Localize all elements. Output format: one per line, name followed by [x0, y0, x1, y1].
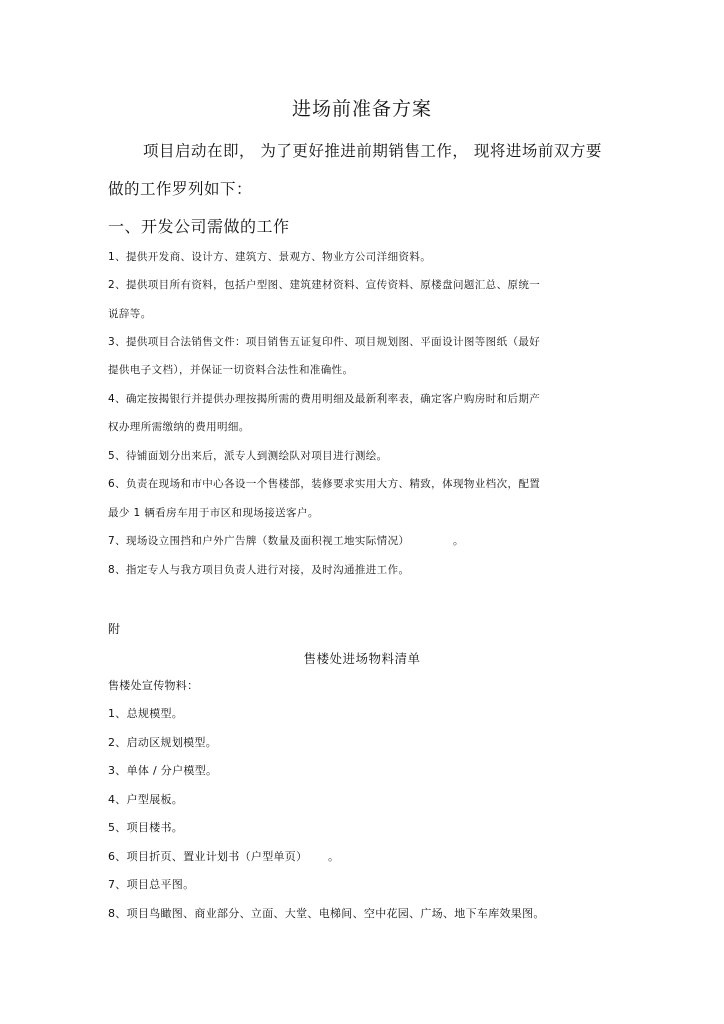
- promo-item-2: 2、启动区规划模型。: [108, 736, 217, 749]
- task-item-7-period: 。: [453, 535, 464, 547]
- task-item-4-line-1: 4、确定按揭银行并提供办理按揭所需的费用明细及最新利率表，确定客户购房时和后期产: [108, 393, 541, 405]
- appendix-label: 附: [108, 622, 121, 636]
- page-title: 进场前准备方案: [291, 98, 432, 120]
- task-item-8: 8、指定专人与我方项目负责人进行对接，及时沟通推进工作。: [108, 564, 410, 576]
- task-item-4-line-2: 权办理所需缴纳的费用明细。: [108, 421, 250, 433]
- promo-item-7: 7、项目总平图。: [108, 878, 195, 891]
- task-item-1: 1、提供开发商、设计方、建筑方、景观方、物业方公司洋细资料。: [108, 251, 432, 263]
- task-item-5: 5、待铺面划分出来后，派专人到测绘队对项目进行测绘。: [108, 450, 388, 462]
- appendix-title: 售楼处进场物料清单: [303, 651, 421, 666]
- intro-paragraph-line-1: 项目启动在即， 为了更好推进前期销售工作， 现将进场前双方要: [143, 142, 602, 160]
- promo-item-6: 6、项目折页、置业计划书（户型单页）: [108, 850, 308, 863]
- task-item-3-line-1: 3、提供项目合法销售文件：项目销售五证复印件、项目规划图、平面设计图等图纸（最好: [108, 336, 541, 348]
- promo-materials-heading: 售楼处宣传物料：: [108, 679, 199, 692]
- promo-item-4: 4、户型展板。: [108, 793, 184, 806]
- task-item-2-line-2: 说辞等。: [108, 308, 152, 320]
- task-item-2-line-1: 2、提供项目所有资料，包括户型图、建筑建材资料、宣传资料、原楼盘问题汇总、原统一: [108, 279, 541, 291]
- task-item-7: 7、现场设立围挡和户外广告牌（数量及面积视工地实际情况）: [108, 535, 410, 547]
- task-item-3-line-2: 提供电子文档），并保证一切资料合法性和准确性。: [108, 364, 354, 376]
- task-item-6-line-1: 6、负责在现场和市中心各设一个售楼部，装修要求实用大方、精致，体现物业档次，配置: [108, 478, 541, 490]
- promo-item-8: 8、项目鸟瞰图、商业部分、立面、大堂、电梯间、空中花园、广场、地下车库效果图。: [108, 907, 545, 920]
- promo-item-3: 3、单体 / 分户模型。: [108, 764, 218, 777]
- promo-item-5: 5、项目楼书。: [108, 821, 184, 834]
- promo-item-1: 1、总规模型。: [108, 707, 184, 720]
- section-heading-developer-tasks: 一、开发公司需做的工作: [108, 217, 290, 236]
- intro-paragraph-line-2: 做的工作罗列如下：: [108, 180, 253, 198]
- promo-item-6-period: 。: [328, 850, 340, 863]
- task-item-6-line-2: 最少 1 辆看房车用于市区和现场接送客户。: [108, 507, 319, 519]
